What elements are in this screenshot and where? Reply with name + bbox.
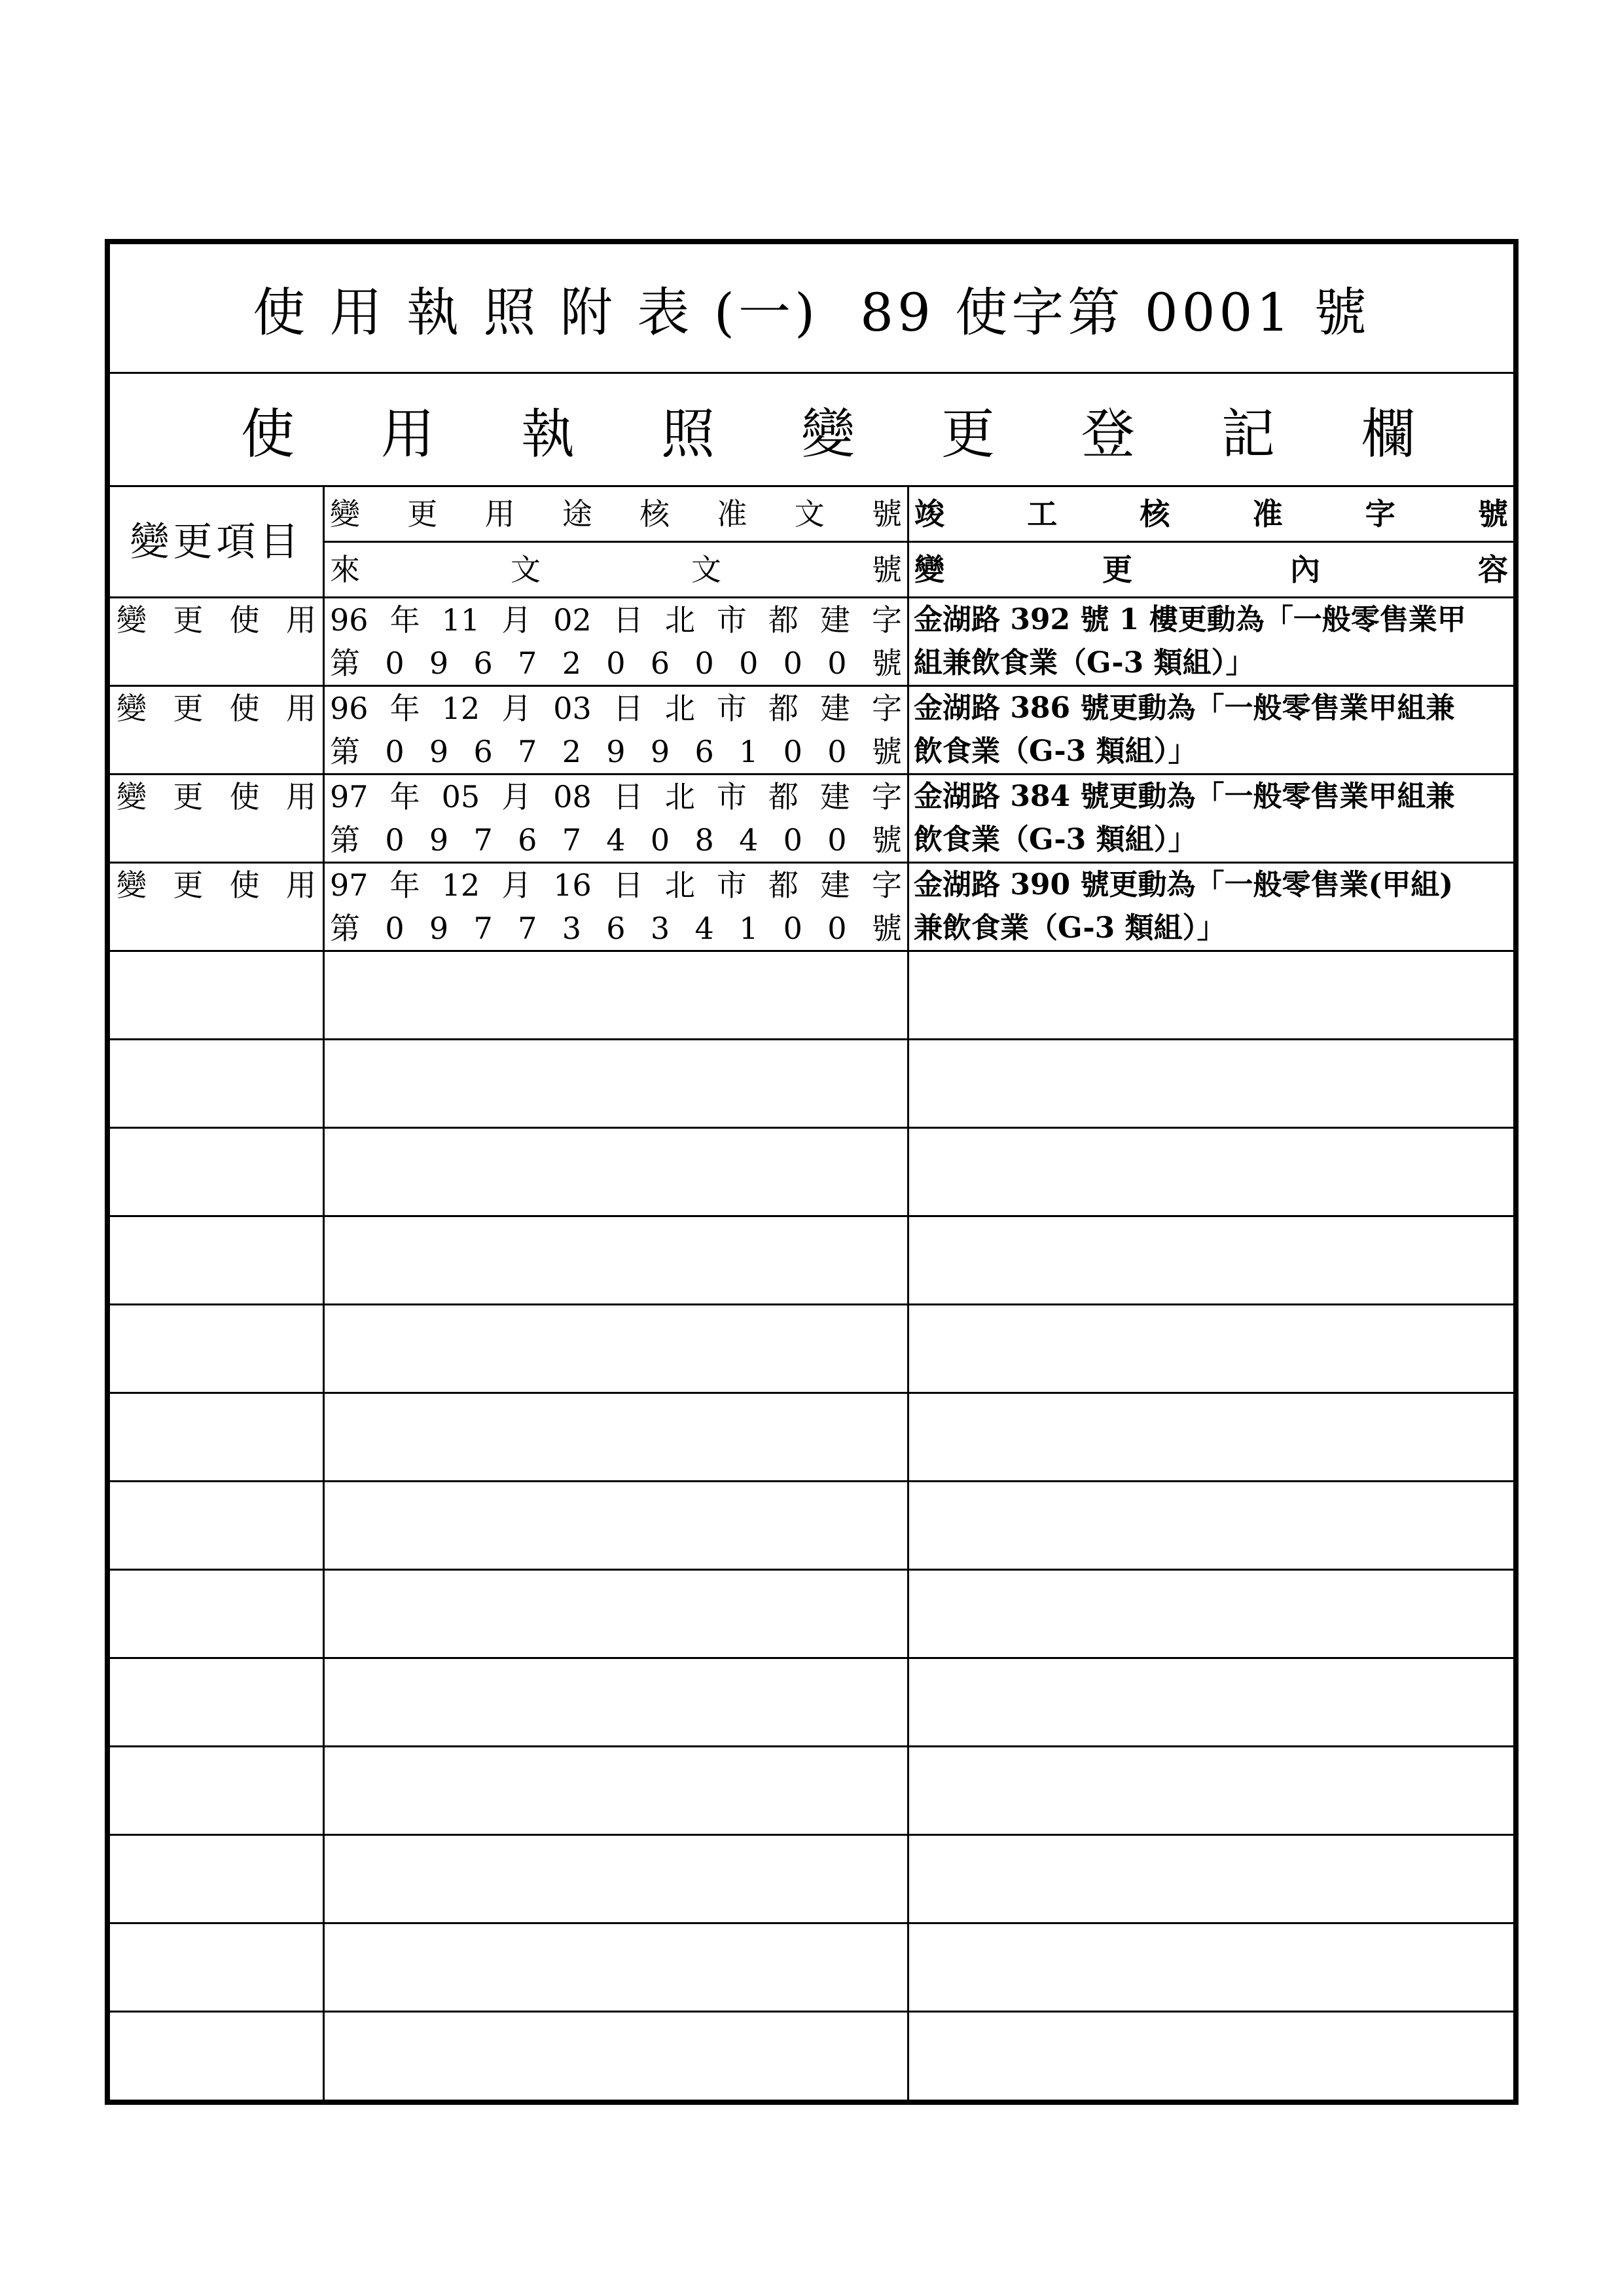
- change-content-header: [909, 543, 1513, 596]
- number-char: 2: [562, 734, 581, 769]
- row-divider: [110, 950, 1513, 952]
- completion-number-header: [909, 487, 1513, 541]
- number-char: 市: [716, 779, 747, 814]
- change-item-cell: [110, 864, 323, 907]
- number-char: 都: [768, 867, 799, 903]
- number-char: 北: [664, 779, 695, 814]
- row-divider: [110, 1657, 1513, 1659]
- row-divider: [110, 1569, 1513, 1571]
- number-char: 6: [650, 646, 670, 681]
- number-char: 0: [385, 911, 404, 946]
- change-content-line: 兼飲食業（G-3 類組）」: [914, 911, 1226, 945]
- section-title-char: 欄: [1361, 403, 1415, 465]
- number-char: 建: [819, 779, 850, 814]
- change-item-cell: [110, 687, 323, 730]
- header-char: 核: [639, 496, 670, 532]
- form-title-text: 使 用 執 照 附 表 (一) 89 使字第 0001 號: [253, 282, 1371, 343]
- change-content-line: 飲食業（G-3 類組）」: [914, 823, 1197, 856]
- number-char: 9: [606, 734, 626, 769]
- license-form: [105, 239, 1519, 2105]
- header-char: 文: [511, 552, 541, 587]
- document-number-header: [325, 543, 907, 596]
- number-char: 9: [429, 911, 449, 946]
- header-char: 更: [1102, 552, 1132, 587]
- number-char: 北: [664, 691, 695, 726]
- number-char: 05: [441, 779, 480, 814]
- number-char: 0: [783, 822, 802, 858]
- section-title-char: 執: [520, 403, 575, 465]
- item-char: 使: [229, 602, 260, 638]
- header-char: 號: [1477, 496, 1508, 532]
- section-title-char: 照: [660, 403, 715, 465]
- number-char: 7: [473, 822, 493, 858]
- number-char: 7: [518, 911, 537, 946]
- number-char: 0: [783, 646, 802, 681]
- number-char: 0: [739, 646, 759, 681]
- number-char: 年: [389, 867, 420, 903]
- number-char: 7: [562, 822, 581, 858]
- header-char: 文: [691, 552, 721, 587]
- number-char: 9: [429, 646, 449, 681]
- item-char: 用: [285, 779, 316, 814]
- number-char: 0: [827, 911, 847, 946]
- number-char: 建: [819, 602, 850, 638]
- approval-number-header: [325, 487, 907, 541]
- change-content-line: 金湖路 390 號更動為「一般零售業(甲組): [914, 868, 1454, 902]
- change-content-line: 金湖路 384 號更動為「一般零售業甲組兼: [914, 780, 1455, 813]
- header-char: 內: [1290, 552, 1320, 587]
- header-char: 字: [1365, 496, 1395, 532]
- number-char: 月: [501, 602, 532, 638]
- number-char: 0: [827, 822, 847, 858]
- form-title: [110, 244, 1513, 372]
- number-char: 日: [613, 602, 643, 638]
- approval-date-line: [325, 864, 907, 907]
- number-char: 年: [389, 779, 420, 814]
- number-char: 日: [613, 867, 643, 903]
- item-char: 變: [117, 602, 147, 638]
- row-divider: [110, 1922, 1513, 1924]
- item-char: 變: [117, 779, 147, 814]
- change-content-line: 金湖路 392 號 1 樓更動為「一般零售業甲: [914, 603, 1466, 636]
- approval-date-line: [325, 598, 907, 642]
- number-char: 08: [553, 779, 592, 814]
- row-divider: [110, 1127, 1513, 1129]
- divider: [323, 541, 1513, 543]
- number-char: 字: [871, 779, 902, 814]
- item-char: 用: [285, 691, 316, 726]
- number-char: 年: [389, 602, 420, 638]
- item-char: 變: [117, 691, 147, 726]
- number-char: 0: [385, 822, 404, 858]
- number-char: 02: [553, 602, 592, 638]
- number-char: 97: [330, 867, 369, 903]
- approval-number-line: [325, 818, 907, 862]
- header-char: 容: [1478, 552, 1508, 587]
- number-char: 1: [739, 734, 759, 769]
- number-char: 建: [819, 867, 850, 903]
- row-divider: [110, 1480, 1513, 1482]
- number-char: 03: [553, 691, 592, 726]
- number-char: 北: [664, 602, 695, 638]
- column-divider: [907, 485, 909, 2105]
- number-char: 6: [473, 734, 493, 769]
- section-title-char: 使: [241, 403, 295, 465]
- number-char: 3: [562, 911, 581, 946]
- row-divider: [110, 1215, 1513, 1217]
- number-char: 號: [871, 646, 902, 681]
- number-char: 6: [694, 734, 714, 769]
- number-char: 12: [441, 867, 480, 903]
- change-content-line: 組兼飲食業（G-3 類組）」: [914, 646, 1255, 680]
- item-char: 使: [229, 867, 260, 903]
- section-title-char: 用: [380, 403, 435, 465]
- number-char: 9: [429, 734, 449, 769]
- number-char: 7: [518, 646, 537, 681]
- header-char: 文: [794, 496, 825, 532]
- number-char: 字: [871, 691, 902, 726]
- number-char: 月: [501, 779, 532, 814]
- number-char: 8: [694, 822, 714, 858]
- header-char: 用: [484, 496, 515, 532]
- section-title-char: 記: [1221, 403, 1275, 465]
- section-title-char: 登: [1081, 403, 1135, 465]
- number-char: 4: [739, 822, 759, 858]
- number-char: 0: [606, 646, 626, 681]
- number-char: 號: [871, 734, 902, 769]
- number-char: 市: [716, 691, 747, 726]
- change-content-line: 飲食業（G-3 類組）」: [914, 735, 1197, 768]
- number-char: 建: [819, 691, 850, 726]
- approval-number-line: [325, 907, 907, 950]
- number-char: 7: [518, 734, 537, 769]
- number-char: 市: [716, 602, 747, 638]
- number-char: 6: [606, 911, 626, 946]
- number-char: 4: [694, 911, 714, 946]
- number-char: 2: [562, 646, 581, 681]
- number-char: 97: [330, 779, 369, 814]
- number-char: 第: [330, 822, 360, 858]
- number-char: 11: [441, 602, 480, 638]
- number-char: 7: [473, 911, 493, 946]
- number-char: 0: [827, 734, 847, 769]
- header-char: 號: [871, 496, 902, 532]
- approval-number-line: [325, 642, 907, 685]
- number-char: 都: [768, 691, 799, 726]
- number-char: 96: [330, 691, 369, 726]
- section-title: [110, 374, 1513, 485]
- number-char: 北: [664, 867, 695, 903]
- number-char: 都: [768, 602, 799, 638]
- number-char: 0: [783, 911, 802, 946]
- header-char: 變: [330, 496, 360, 532]
- number-char: 96: [330, 602, 369, 638]
- number-char: 0: [385, 646, 404, 681]
- number-char: 6: [518, 822, 537, 858]
- item-char: 變: [117, 867, 147, 903]
- approval-date-line: [325, 775, 907, 818]
- number-char: 16: [553, 867, 592, 903]
- item-char: 更: [173, 867, 204, 903]
- change-content-line: 金湖路 386 號更動為「一般零售業甲組兼: [914, 691, 1455, 725]
- header-char: 核: [1140, 496, 1170, 532]
- row-divider: [110, 1303, 1513, 1305]
- header-char: 工: [1027, 496, 1058, 532]
- row-divider: [110, 1834, 1513, 1836]
- item-char: 使: [229, 691, 260, 726]
- row-divider: [110, 1392, 1513, 1394]
- number-char: 月: [501, 867, 532, 903]
- number-char: 6: [473, 646, 493, 681]
- number-char: 第: [330, 911, 360, 946]
- number-char: 9: [650, 734, 670, 769]
- row-divider: [110, 1745, 1513, 1747]
- number-char: 字: [871, 602, 902, 638]
- number-char: 都: [768, 779, 799, 814]
- header-char: 更: [407, 496, 438, 532]
- approval-date-line: [325, 687, 907, 730]
- header-char: 來: [330, 552, 360, 587]
- header-char: 號: [872, 552, 902, 587]
- number-char: 0: [783, 734, 802, 769]
- number-char: 3: [650, 911, 670, 946]
- number-char: 市: [716, 867, 747, 903]
- number-char: 號: [871, 822, 902, 858]
- approval-number-line: [325, 730, 907, 773]
- number-char: 號: [871, 911, 902, 946]
- item-char: 用: [285, 602, 316, 638]
- change-item-cell: [110, 775, 323, 818]
- row-divider: [110, 2011, 1513, 2013]
- item-char: 更: [173, 602, 204, 638]
- row-divider: [110, 1038, 1513, 1040]
- section-title-char: 更: [941, 403, 995, 465]
- number-char: 字: [871, 867, 902, 903]
- header-char: 准: [717, 496, 747, 532]
- item-column-header: [110, 487, 323, 596]
- change-item-cell: [110, 598, 323, 642]
- number-char: 1: [739, 911, 759, 946]
- number-char: 月: [501, 691, 532, 726]
- number-char: 日: [613, 691, 643, 726]
- number-char: 12: [441, 691, 480, 726]
- item-char: 更: [173, 779, 204, 814]
- number-char: 0: [650, 822, 670, 858]
- header-char: 准: [1252, 496, 1283, 532]
- number-char: 4: [606, 822, 626, 858]
- header-char: 途: [562, 496, 592, 532]
- number-char: 第: [330, 734, 360, 769]
- number-char: 日: [613, 779, 643, 814]
- number-char: 0: [694, 646, 714, 681]
- item-char: 用: [285, 867, 316, 903]
- header-char: 變: [914, 552, 944, 587]
- number-char: 年: [389, 691, 420, 726]
- item-char: 使: [229, 779, 260, 814]
- item-char: 更: [173, 691, 204, 726]
- number-char: 9: [429, 822, 449, 858]
- number-char: 第: [330, 646, 360, 681]
- item-column-header-text: 變更項目: [130, 519, 303, 565]
- number-char: 0: [827, 646, 847, 681]
- section-title-char: 變: [800, 403, 855, 465]
- number-char: 0: [385, 734, 404, 769]
- header-char: 竣: [914, 496, 944, 532]
